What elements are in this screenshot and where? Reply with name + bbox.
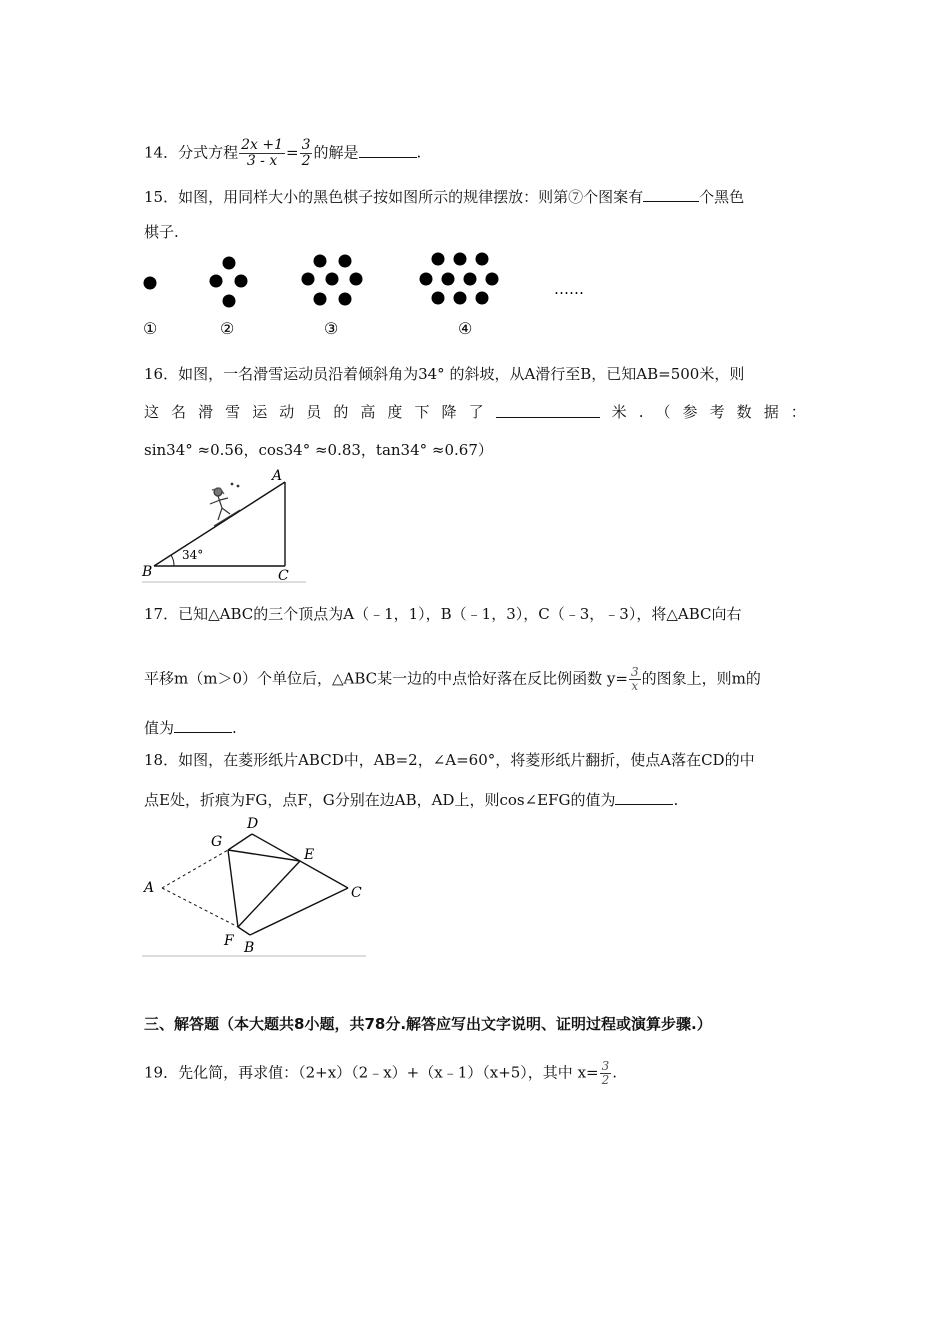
q18-side-fe <box>238 861 300 927</box>
q16-word: 米 <box>611 403 627 421</box>
question-16-line-1: 16．如图，一名滑雪运动员沿着倾斜角为34° 的斜坡，从A滑行至B，已知AB=500米，则 <box>144 365 745 383</box>
q16-word: 了 <box>468 403 484 421</box>
q18-dashed-af <box>162 888 238 927</box>
question-16-line-2 <box>144 402 806 422</box>
q15-stone <box>339 255 352 268</box>
q17-end: . <box>232 719 237 737</box>
question-19 <box>144 1060 617 1087</box>
q15-line1-a: 15．如图，用同样大小的黑色棋子按如图所示的规律摆放：则第⑦个图案有 <box>144 188 644 206</box>
question-17-line-2 <box>144 666 761 693</box>
q16-word: 雪 <box>225 403 241 421</box>
q16-label-b: B <box>142 564 153 580</box>
q15-stone <box>476 253 489 266</box>
q18-label-d: D <box>247 816 259 832</box>
q16-word: 动 <box>279 403 295 421</box>
q16-word: 降 <box>441 403 457 421</box>
q17-line2-a: 平移m（m＞0）个单位后，△ABC某一边的中点恰好落在反比例函数 y= <box>144 669 628 688</box>
q16-word: 运 <box>252 403 268 421</box>
q18-side-fb <box>238 927 250 935</box>
q16-word: 考 <box>709 403 725 421</box>
q16-answer-blank[interactable] <box>496 402 600 418</box>
q15-stone <box>326 273 339 286</box>
q15-label-2: ② <box>220 319 235 338</box>
q18-line2: 点E处，折痕为FG，点F，G分别在边AB，AD上，则cos∠EFG的值为 <box>144 791 616 809</box>
q18-label-c: C <box>351 885 362 901</box>
q15-answer-blank[interactable] <box>643 186 699 202</box>
q18-label-e: E <box>304 847 315 863</box>
q17-line3: 值为 <box>144 719 175 737</box>
q15-label-4: ④ <box>458 319 473 338</box>
q19-numerator: 3 <box>601 1059 610 1073</box>
q16-word: （ <box>655 403 671 421</box>
q14-end: . <box>416 143 422 162</box>
q16-label-a: A <box>272 468 283 484</box>
q15-stone <box>314 255 327 268</box>
question-15-line-2: 棋子. <box>144 223 179 241</box>
question-14 <box>144 138 421 169</box>
question-18-line-1: 18．如图，在菱形纸片ABCD中，AB=2，∠A=60°，将菱形纸片翻折，使点A落在CD的中 <box>144 751 755 769</box>
skier-icon <box>210 483 240 526</box>
q14-rhs-fraction <box>300 138 313 169</box>
q17-numerator: 3 <box>630 665 639 679</box>
q16-angle-arc <box>171 555 174 566</box>
q16-angle-label: 34° <box>182 548 204 562</box>
question-15-line-1 <box>144 186 744 207</box>
q15-stone <box>486 273 499 286</box>
q18-label-a: A <box>144 880 155 896</box>
q14-lhs-numerator: 2x +1 <box>241 137 283 153</box>
q15-stone <box>314 293 327 306</box>
q15-line1-b: 个黑色 <box>699 188 745 206</box>
q19-fraction <box>600 1060 612 1087</box>
q18-label-b: B <box>244 940 255 956</box>
q15-stone <box>442 273 455 286</box>
q15-stone <box>454 253 467 266</box>
q16-word: 的 <box>333 403 349 421</box>
q15-stone <box>432 292 445 305</box>
q14-rhs-denominator: 2 <box>301 153 311 169</box>
q16-word: 名 <box>171 403 187 421</box>
q14-lhs-fraction <box>239 138 285 169</box>
q15-stone <box>350 273 363 286</box>
q14-answer-blank[interactable] <box>359 142 417 158</box>
q15-stone <box>235 275 248 288</box>
q19-end: . <box>612 1063 618 1082</box>
q15-stone <box>302 273 315 286</box>
q16-word: 下 <box>414 403 430 421</box>
question-16-line-3: sin34° ≈0.56，cos34° ≈0.83，tan34° ≈0.67） <box>144 441 493 459</box>
q17-answer-blank[interactable] <box>174 717 232 733</box>
q19-denominator: 2 <box>601 1073 610 1087</box>
q18-side-cb <box>250 888 348 935</box>
q14-lhs-denominator: 3 - x <box>246 153 278 169</box>
q17-line2-b: 的图象上，则m的 <box>641 669 761 688</box>
q15-stone <box>420 273 433 286</box>
q15-label-3: ③ <box>324 319 339 338</box>
q15-stone <box>339 293 352 306</box>
q14-rhs-numerator: 3 <box>301 137 311 153</box>
q14-prefix: 14．分式方程 <box>144 143 239 162</box>
q16-slope-figure <box>140 468 310 586</box>
q16-word: . <box>638 403 644 421</box>
q15-pattern-figure <box>136 248 606 343</box>
q16-label-c: C <box>278 568 289 584</box>
q15-stone <box>432 253 445 266</box>
q18-side-gd <box>228 834 252 850</box>
q15-stone <box>464 273 477 286</box>
q14-equals: = <box>285 143 299 162</box>
q16-word: 这 <box>144 403 160 421</box>
q18-rhombus-figure <box>140 812 370 960</box>
q15-stone <box>454 292 467 305</box>
q16-word: 高 <box>360 403 376 421</box>
section-3-heading: 三、解答题（本大题共8小题，共78分.解答应写出文字说明、证明过程或演算步骤.） <box>144 1015 712 1033</box>
question-17-line-1: 17．已知△ABC的三个顶点为A（﹣1，1），B（﹣1，3），C（﹣3，﹣3），将△ABC向右 <box>144 605 742 623</box>
q15-stone <box>223 295 236 308</box>
q15-stone <box>144 277 157 290</box>
q18-end: . <box>673 791 679 809</box>
q16-word: ： <box>790 403 806 421</box>
q16-word: 员 <box>306 403 322 421</box>
q16-word: 数 <box>736 403 752 421</box>
q18-label-g: G <box>211 834 223 850</box>
q18-fold-fg <box>228 850 238 927</box>
q16-word: 度 <box>387 403 403 421</box>
q15-stone <box>476 292 489 305</box>
q18-answer-blank[interactable] <box>615 789 673 805</box>
q18-dashed-ag <box>162 850 228 888</box>
q16-word: 参 <box>682 403 698 421</box>
q15-ellipsis: …… <box>554 280 584 298</box>
q17-denominator: x <box>631 679 639 693</box>
q15-stone <box>223 257 236 270</box>
question-18-line-2 <box>144 789 678 810</box>
q16-word: 滑 <box>198 403 214 421</box>
q19-text: 19．先化简，再求值：（2+x）（2﹣x）+（x﹣1）（x+5），其中 x= <box>144 1063 599 1082</box>
q16-word: 据 <box>763 403 779 421</box>
q17-fraction <box>629 666 641 693</box>
q15-label-1: ① <box>143 319 158 338</box>
q15-stone <box>210 275 223 288</box>
q14-suffix: 的解是 <box>313 143 359 162</box>
q18-label-f: F <box>224 933 234 949</box>
question-17-line-3 <box>144 717 237 738</box>
